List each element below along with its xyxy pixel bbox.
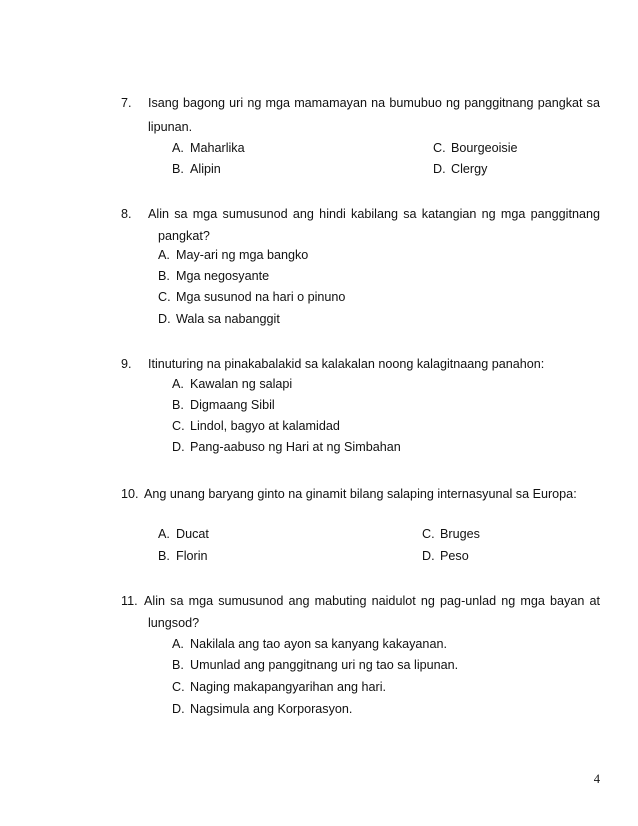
question-number: 7. [121,96,132,110]
page-number: 4 [593,772,600,786]
question-number: 9. [121,357,132,371]
option-b: B. Florin [158,549,208,563]
option-c: C. Bourgeoisie [433,141,518,155]
question-stem-line: lipunan. [148,120,193,134]
option-b: B. Digmaang Sibil [172,398,275,412]
question-stem-line: Isang bagong uri ng mga mamamayan na bumubuo ng panggitnang pangkat sa [148,96,600,110]
option-c: C. Lindol, bagyo at kalamidad [172,419,340,433]
option-c: C. Mga susunod na hari o pinuno [158,290,346,304]
question-number: 11. [121,594,138,608]
option-a: A. Kawalan ng salapi [172,377,293,391]
option-b: B. Umunlad ang panggitnang uri ng tao sa lipunan. [172,658,459,672]
option-d: D. Clergy [433,162,488,176]
question-number: 8. [121,207,132,221]
question-number: 10. [121,487,139,501]
option-a: A. Ducat [158,527,209,541]
option-d: D. Nagsimula ang Korporasyon. [172,702,353,716]
option-b: B. Alipin [172,162,221,176]
option-d: D. Wala sa nabanggit [158,312,280,326]
question-stem-line: Itinuturing na pinakabalakid sa kalakalan noong kalagitnaang panahon: [148,357,545,371]
option-a: A. May-ari ng mga bangko [158,248,309,262]
question-stem-line: lungsod? [148,616,200,630]
option-a: A. Nakilala ang tao ayon sa kanyang kakayanan. [172,637,447,651]
option-d: D. Pang-aabuso ng Hari at ng Simbahan [172,440,401,454]
question-stem-line: Alin sa mga sumusunod ang hindi kabilang sa katangian ng mga panggitnang [148,207,600,221]
option-a: A. Maharlika [172,141,245,155]
option-b: B. Mga negosyante [158,269,270,283]
option-c: C. Naging makapangyarihan ang hari. [172,680,387,694]
option-c: C. Bruges [422,527,480,541]
question-stem-line: pangkat? [158,229,210,243]
option-d: D. Peso [422,549,469,563]
question-stem-line: Ang unang baryang ginto na ginamit bilang salaping internasyunal sa Europa: [144,487,577,501]
question-stem-line: Alin sa mga sumusunod ang mabuting naidulot ng pag-unlad ng mga bayan at [144,594,600,608]
